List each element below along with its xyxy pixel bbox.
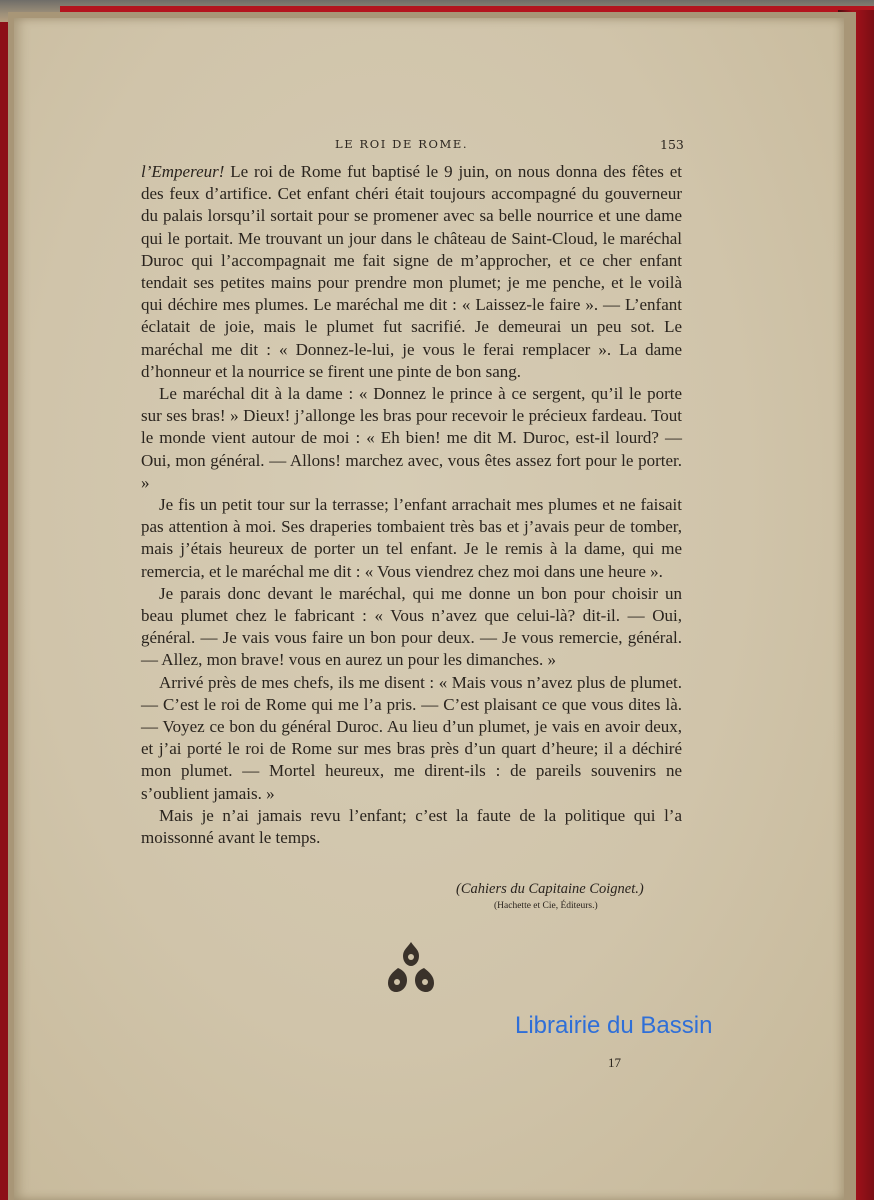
paragraph-5: Arrivé près de mes chefs, ils me disent : « Mais vous n’avez plus de plumet. — C’est le roi de Rome qui me l’a pris. — C’est plaisant ce que vous dites là. — Voyez ce bon du général Duroc. Au lieu d’un plumet, je vais en avoir deux, et j’ai porté le roi de Rome sur mes bras près d’un quart d’heure; il a déchiré mon plumet. — Mortel heureux, me dirent-ils : de pareils souvenirs ne s’oublient jamais. » bbox=[141, 672, 682, 803]
paragraph-4: Je parais donc devant le maréchal, qui me donne un bon pour choisir un beau plumet chez le fabricant : « Vous n’avez que celui-là? dit-il. — Oui, général. — Je vais vous faire un bon pour deux. — Je vous remercie, général. — Allez, mon brave! vous en aurez un pour les dimanches. » bbox=[141, 583, 682, 670]
paragraph-1 bbox=[141, 161, 682, 383]
source-citation: (Cahiers du Capitaine Coignet.) bbox=[456, 881, 644, 897]
paragraph-1-text: Le roi de Rome fut baptisé le 9 juin, on nous donna des fêtes et des feux d’artifice. Cet enfant chéri était toujours accompagné du gouverneur du palais lorsqu’il sortait pour se promener avec sa belle nourrice et une dame qui le portait. Me trouvant un jour dans le château de Saint-Cloud, le maréchal Duroc qui l’accompagnait me fait signe de m’approcher, et ce cher enfant tendait ses petites mains pour prendre mon plumet; je me penche, et le voilà qui déchire mes plumes. Le maréchal me dit : « Laissez-le faire ». — L’enfant éclatait de joie, mais le plumet fut sacrifié. Je demeurai un peu sot. Le maréchal me dit : « Donnez-le-lui, je vous le ferai remplacer ». La dame d’honneur et la nourrice se firent une pinte de bon sang. bbox=[141, 162, 682, 381]
signature-mark: 17 bbox=[608, 1055, 621, 1070]
fleuron-ornament-icon bbox=[385, 940, 437, 998]
paragraph-1-italic: l’Empereur! bbox=[141, 162, 225, 181]
body-text bbox=[141, 161, 682, 849]
running-head: LE ROI DE ROME. bbox=[335, 137, 469, 151]
publisher-note: (Hachette et Cie, Éditeurs.) bbox=[494, 901, 598, 911]
paragraph-2: Le maréchal dit à la dame : « Donnez le prince à ce sergent, qu’il le porte sur ses bras! » Dieux! j’allonge les bras pour recevoir le précieux fardeau. Tout le monde vient autour de moi : « Eh bien! me dit M. Duroc, est-il lourd? — Oui, mon général. — Allons! marchez avec, vous êtes assez fort pour le porter. » bbox=[141, 384, 682, 492]
page-number: 153 bbox=[660, 137, 684, 152]
watermark-librairie: Librairie du Bassin bbox=[515, 1012, 713, 1039]
paragraph-6: Mais je n’ai jamais revu l’enfant; c’est la faute de la politique qui l’a moissonné avant le temps. bbox=[141, 805, 682, 848]
paragraph-3: Je fis un petit tour sur la terrasse; l’enfant arrachait mes plumes et ne faisait pas attention à moi. Ses draperies tombaient très bas et j’avais peur de tomber, mais j’étais heureux de porter un tel enfant. Je le remis à la dame, qui me remercia, et le maréchal me dit : « Vous viendrez chez moi dans une heure ». bbox=[141, 495, 682, 581]
